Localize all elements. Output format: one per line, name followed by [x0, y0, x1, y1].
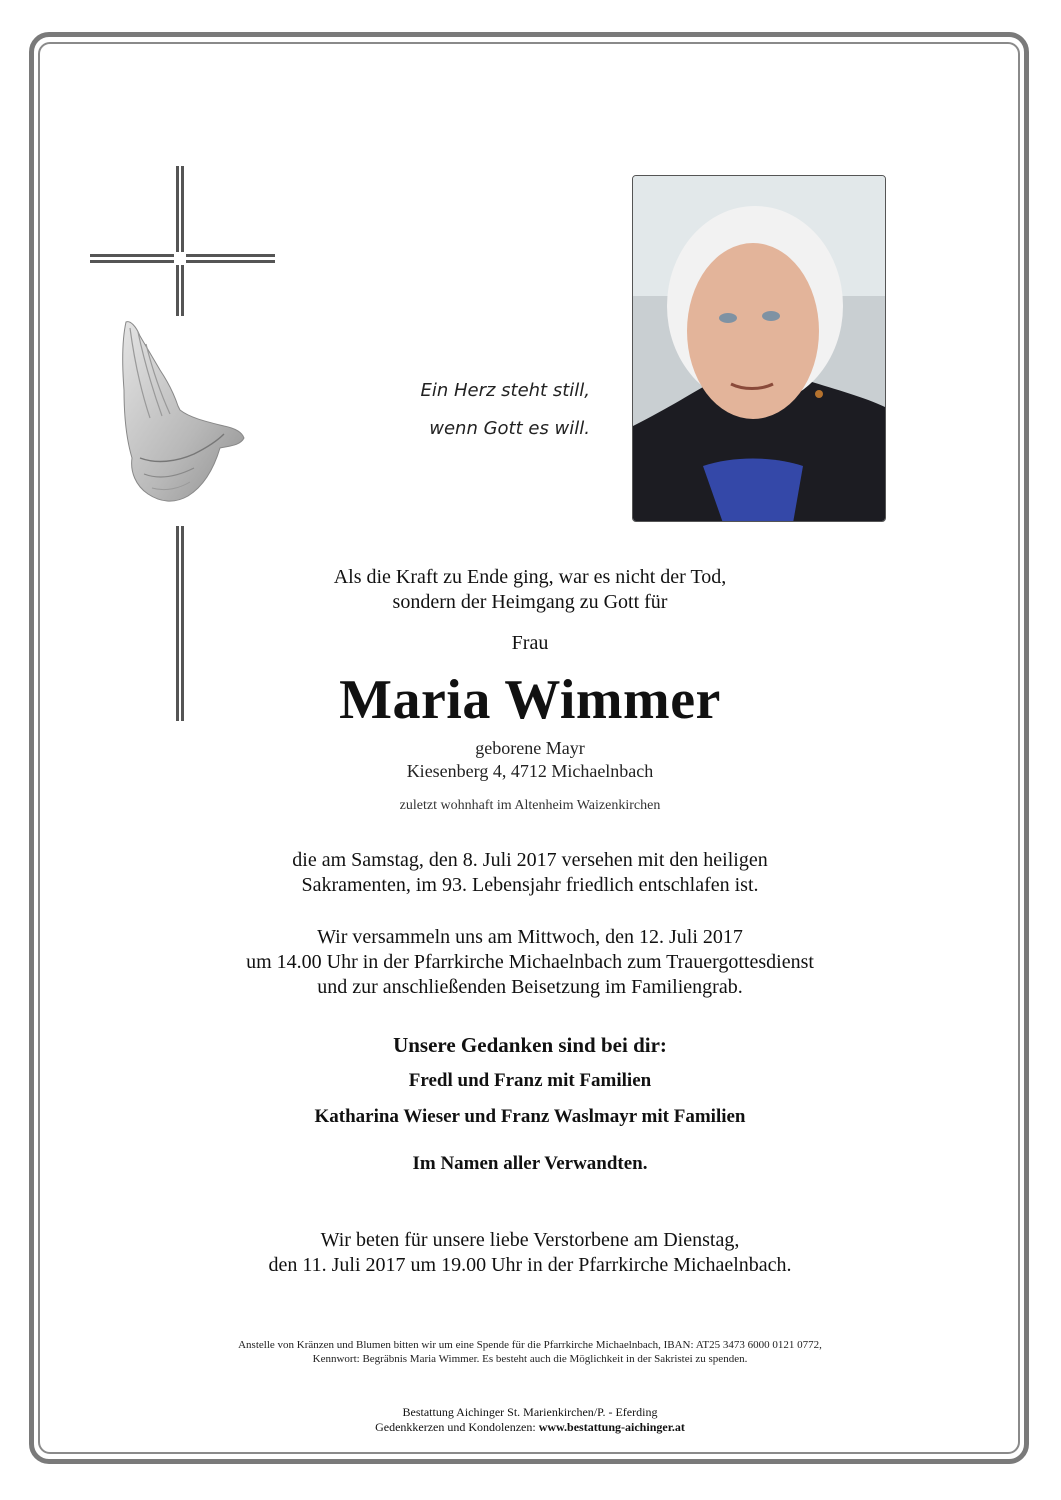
- gathering-line-1: Wir versammeln uns am Mittwoch, den 12. Juli 2017: [317, 926, 743, 948]
- quote-line-1: Ein Herz steht still,: [420, 380, 590, 401]
- last-residence: zuletzt wohnhaft im Altenheim Waizenkirchen: [399, 798, 661, 813]
- family-line-1: Fredl und Franz mit Familien: [408, 1070, 652, 1091]
- intro-text: [14, 565, 1046, 615]
- intro-line-1: Als die Kraft zu Ende ging, war es nicht der Tod,: [333, 566, 727, 588]
- intro-line-2: sondern der Heimgang zu Gott für: [392, 591, 668, 613]
- relatives-line: Im Namen aller Verwandten.: [412, 1153, 648, 1174]
- condolence-line: [14, 1420, 1046, 1435]
- donation-line-1: Anstelle von Kränzen und Blumen bitten wir um eine Spende für die Pfarrkirche Michaelnbach, IBAN: AT25 3473 6000 0121 0772,: [238, 1339, 822, 1351]
- gathering-notice: [14, 925, 1046, 1000]
- donation-line-2: Kennwort: Begräbnis Maria Wimmer. Es besteht auch die Möglichkeit in der Sakristei zu spenden.: [312, 1353, 748, 1365]
- gathering-line-2: um 14.00 Uhr in der Pfarrkirche Michaelnbach zum Trauergottesdienst: [246, 951, 814, 973]
- birth-details: [14, 737, 1046, 783]
- quote-line-2: wenn Gott es will.: [429, 418, 590, 439]
- donation-notice: [14, 1338, 1046, 1366]
- birth-name: geborene Mayr: [475, 738, 585, 758]
- condolence-label: Gedenkkerzen und Kondolenzen:: [375, 1420, 539, 1434]
- death-line-1: die am Samstag, den 8. Juli 2017 versehen mit den heiligen: [292, 849, 768, 871]
- gathering-line-3: und zur anschließenden Beisetzung im Familiengrab.: [317, 976, 743, 998]
- death-line-2: Sakramenten, im 93. Lebensjahr friedlich entschlafen ist.: [301, 874, 759, 896]
- address: Kiesenberg 4, 4712 Michaelnbach: [406, 761, 654, 781]
- funeral-home: [14, 1405, 1046, 1435]
- praying-hands-icon: [116, 318, 246, 508]
- quote: [380, 372, 590, 448]
- prayer-line-1: Wir beten für unsere liebe Verstorbene am Dienstag,: [320, 1229, 740, 1251]
- website-link[interactable]: www.bestattung-aichinger.at: [538, 1420, 685, 1434]
- deceased-name: Maria Wimmer: [339, 669, 721, 731]
- prayer-notice: [14, 1228, 1046, 1278]
- funeral-home-name: Bestattung Aichinger St. Marienkirchen/P. - Eferding: [402, 1405, 658, 1419]
- death-notice: [14, 848, 1046, 898]
- thoughts-heading: Unsere Gedanken sind bei dir:: [393, 1033, 667, 1057]
- portrait-photo: [632, 175, 886, 522]
- family-line-2: Katharina Wieser und Franz Waslmayr mit Familien: [314, 1106, 746, 1127]
- salutation: Frau: [511, 632, 549, 654]
- prayer-line-2: den 11. Juli 2017 um 19.00 Uhr in der Pfarrkirche Michaelnbach.: [268, 1254, 792, 1276]
